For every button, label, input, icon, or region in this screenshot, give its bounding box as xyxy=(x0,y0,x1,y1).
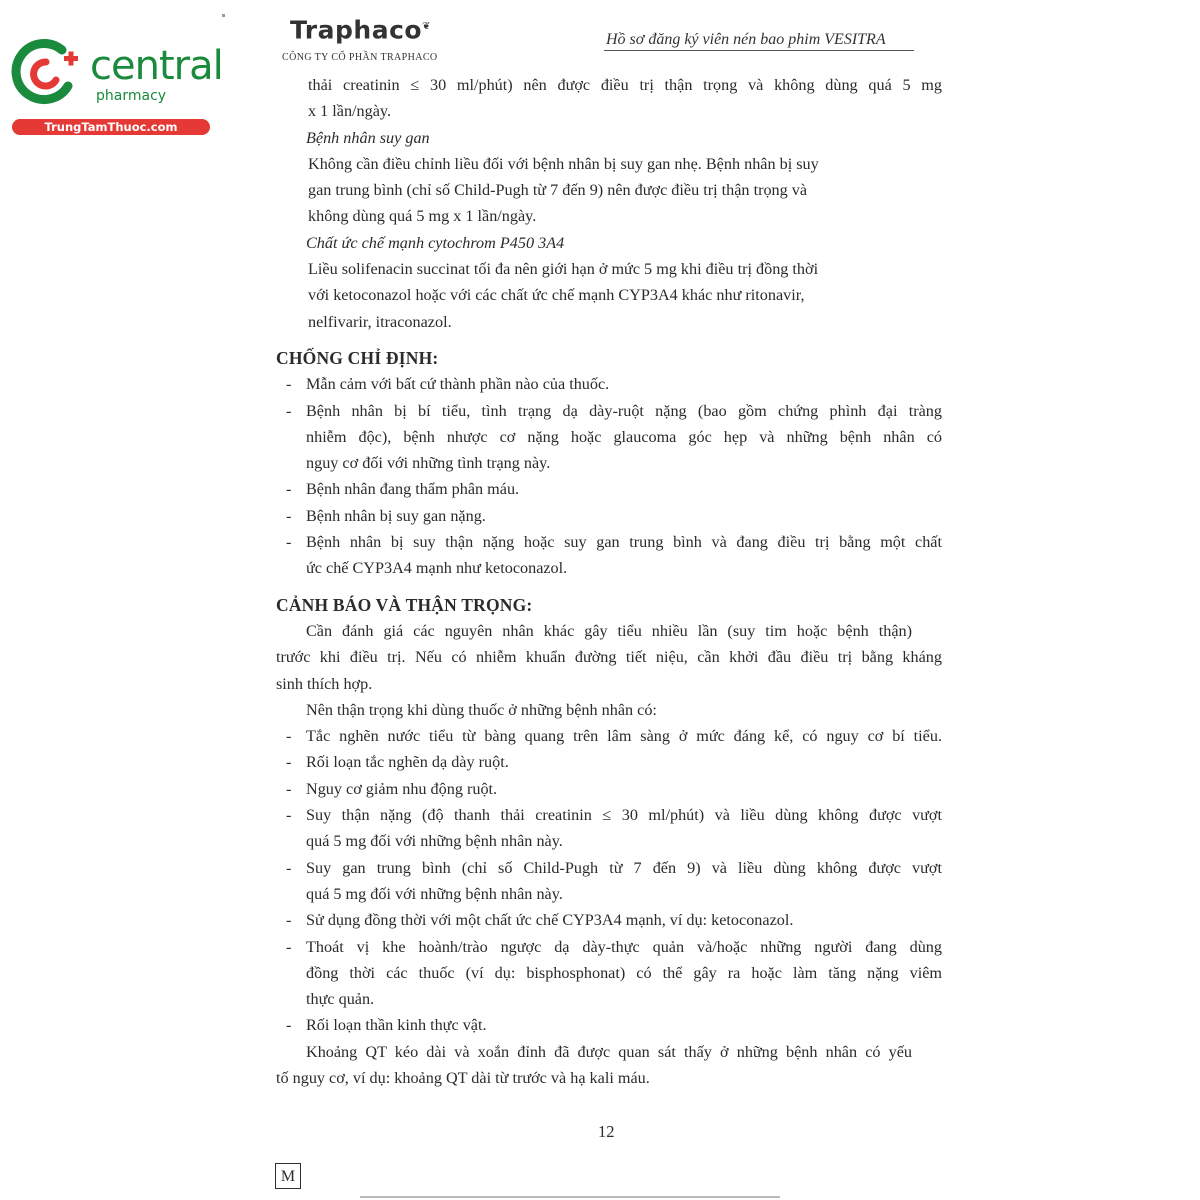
bullet-dash-icon: - xyxy=(286,480,292,499)
document-title: Hồ sơ đăng ký viên nén bao phim VESITRA xyxy=(606,31,886,48)
line-text: nelfivarir, itraconazol. xyxy=(308,312,452,331)
line-text: không dùng quá 5 mg x 1 lần/ngày. xyxy=(308,207,537,226)
line-text: sinh thích hợp. xyxy=(276,674,373,693)
bullet-item xyxy=(276,476,942,502)
bullet-dash-icon: - xyxy=(286,375,292,394)
text-line xyxy=(276,72,942,98)
line-text: Không cần điều chỉnh liều đối với bệnh nhân bị suy gan nhẹ. Bệnh nhân bị suy xyxy=(308,154,819,173)
bullet-item xyxy=(276,1012,942,1038)
line-text: Bệnh nhân bị suy thận nặng hoặc suy gan trung bình và đang điều trị bằng một chất xyxy=(306,533,942,552)
bullet-item xyxy=(276,371,942,397)
traphaco-brand xyxy=(290,12,431,45)
section-heading xyxy=(276,345,942,371)
text-line xyxy=(276,960,942,986)
line-text: nguy cơ đối với những tình trạng này. xyxy=(306,454,551,473)
bullet-item xyxy=(276,723,942,749)
text-line xyxy=(276,828,942,854)
bullet-item xyxy=(276,398,942,424)
bullet-item xyxy=(276,529,942,555)
line-text: CẢNH BÁO VÀ THẬN TRỌNG: xyxy=(276,594,533,615)
line-text: quá 5 mg đối với những bệnh nhân này. xyxy=(306,884,563,903)
text-line xyxy=(276,177,942,203)
line-text: Bệnh nhân suy gan xyxy=(306,128,430,147)
bullet-dash-icon: - xyxy=(286,779,292,798)
line-text: Tắc nghẽn nước tiểu từ bàng quang trên lâm sàng ở mức đáng kể, có nguy cơ bí tiểu. xyxy=(306,727,942,746)
bullet-item xyxy=(276,934,942,960)
bullet-item xyxy=(276,855,942,881)
line-text: trước khi điều trị. Nếu có nhiễm khuẩn đường tiết niệu, cần khởi đầu điều trị bằng kháng xyxy=(276,648,942,667)
bullet-dash-icon: - xyxy=(286,858,292,877)
company-name: CÔNG TY CỔ PHẦN TRAPHACO xyxy=(282,52,438,63)
page-number: 12 xyxy=(598,1122,615,1141)
text-line xyxy=(276,256,942,282)
line-text: Bệnh nhân bị bí tiểu, tình trạng dạ dày-ruột nặng (bao gồm chứng phình đại tràng xyxy=(306,401,942,420)
line-text: CHỐNG CHỈ ĐỊNH: xyxy=(276,347,439,368)
line-text: tố nguy cơ, ví dụ: khoảng QT dài từ trước và hạ kali máu. xyxy=(276,1068,650,1087)
line-text: Liều solifenacin succinat tối đa nên giới hạn ở mức 5 mg khi điều trị đồng thời xyxy=(308,260,819,279)
text-line xyxy=(276,697,942,723)
line-text: nhiễm độc), bệnh nhược cơ nặng hoặc glaucoma góc hẹp và những bệnh nhân có xyxy=(306,427,942,446)
bullet-dash-icon: - xyxy=(286,806,292,825)
line-text: quá 5 mg đối với những bệnh nhân này. xyxy=(306,832,563,851)
corner-mark-box: M xyxy=(275,1163,301,1189)
line-text: ức chế CYP3A4 mạnh như ketoconazol. xyxy=(306,559,568,578)
document-body xyxy=(276,72,942,1091)
line-text: Nên thận trọng khi dùng thuốc ở những bệnh nhân có: xyxy=(306,700,657,719)
scan-speck xyxy=(222,14,225,17)
bullet-dash-icon: - xyxy=(286,1016,292,1035)
bullet-dash-icon: - xyxy=(286,506,292,525)
line-text: Sử dụng đồng thời với một chất ức chế CYP3A4 mạnh, ví dụ: ketoconazol. xyxy=(306,911,794,930)
text-line xyxy=(276,618,942,644)
line-text: x 1 lần/ngày. xyxy=(308,102,392,121)
line-text: Thoát vị khe hoành/trào ngược dạ dày-thực quản và/hoặc những người đang dùng xyxy=(306,937,942,956)
line-text: Chất ức chế mạnh cytochrom P450 3A4 xyxy=(306,233,565,252)
central-pharmacy-name: central xyxy=(90,43,223,89)
section-heading xyxy=(276,592,942,618)
bullet-dash-icon: - xyxy=(286,937,292,956)
line-text: Mẫn cảm với bất cứ thành phần nào của thuốc. xyxy=(306,375,610,394)
text-line xyxy=(276,125,942,151)
brand-mark-icon: ❦ xyxy=(422,21,431,32)
central-pharmacy-mark-icon xyxy=(10,36,82,108)
line-text: Suy thận nặng (độ thanh thải creatinin ≤ 30 ml/phút) và liều dùng không được vượt xyxy=(306,806,942,825)
text-line xyxy=(276,282,942,308)
line-text: thải creatinin ≤ 30 ml/phút) nên được điều trị thận trọng và không dùng quá 5 mg xyxy=(308,76,942,94)
text-line xyxy=(276,230,942,256)
central-pharmacy-subtitle: pharmacy xyxy=(96,88,167,104)
text-line xyxy=(276,151,942,177)
text-line xyxy=(276,424,942,450)
central-pharmacy-site: TrungTamThuoc.com xyxy=(12,119,210,135)
text-line xyxy=(276,203,942,229)
text-line xyxy=(276,309,942,335)
line-text: đồng thời các thuốc (ví dụ: bisphosphonat) có thể gây ra hoặc làm tăng nặng viêm xyxy=(306,963,942,982)
bullet-dash-icon: - xyxy=(286,533,292,552)
line-text: Rối loạn thần kinh thực vật. xyxy=(306,1016,487,1035)
line-text: Cần đánh giá các nguyên nhân khác gây tiểu nhiều lần (suy tim hoặc bệnh thận) xyxy=(306,621,912,640)
line-text: Bệnh nhân bị suy gan nặng. xyxy=(306,506,486,525)
bullet-item xyxy=(276,802,942,828)
text-line xyxy=(276,881,942,907)
bullet-item xyxy=(276,907,942,933)
line-text: Khoảng QT kéo dài và xoắn đỉnh đã được quan sát thấy ở những bệnh nhân có yếu xyxy=(306,1042,912,1061)
text-line xyxy=(276,98,942,124)
text-line xyxy=(276,1039,942,1065)
bullet-dash-icon: - xyxy=(286,911,292,930)
bullet-item xyxy=(276,749,942,775)
line-text: với ketoconazol hoặc với các chất ức chế mạnh CYP3A4 khác như ritonavir, xyxy=(308,286,805,305)
text-line xyxy=(276,644,942,670)
bullet-item xyxy=(276,503,942,529)
bullet-item xyxy=(276,776,942,802)
central-pharmacy-logo xyxy=(10,36,223,136)
text-line xyxy=(276,555,942,581)
text-line xyxy=(276,1065,942,1091)
text-line xyxy=(276,450,942,476)
text-line xyxy=(276,986,942,1012)
line-text: Nguy cơ giảm nhu động ruột. xyxy=(306,779,498,798)
bullet-dash-icon: - xyxy=(286,401,292,420)
bullet-dash-icon: - xyxy=(286,753,292,772)
header-underline xyxy=(604,50,914,51)
bullet-dash-icon: - xyxy=(286,727,292,746)
line-text: thực quản. xyxy=(306,990,375,1009)
text-line xyxy=(276,671,942,697)
line-text: Bệnh nhân đang thẩm phân máu. xyxy=(306,480,520,499)
line-text: Suy gan trung bình (chỉ số Child-Pugh từ 7 đến 9) và liều dùng không được vượt xyxy=(306,858,942,877)
line-text: gan trung bình (chỉ số Child-Pugh từ 7 đến 9) nên được điều trị thận trọng và xyxy=(308,181,808,200)
line-text: Rối loạn tắc nghẽn dạ dày ruột. xyxy=(306,753,509,772)
traphaco-brand-text: Traphaco xyxy=(290,15,423,45)
bottom-scan-artifact xyxy=(360,1196,780,1198)
